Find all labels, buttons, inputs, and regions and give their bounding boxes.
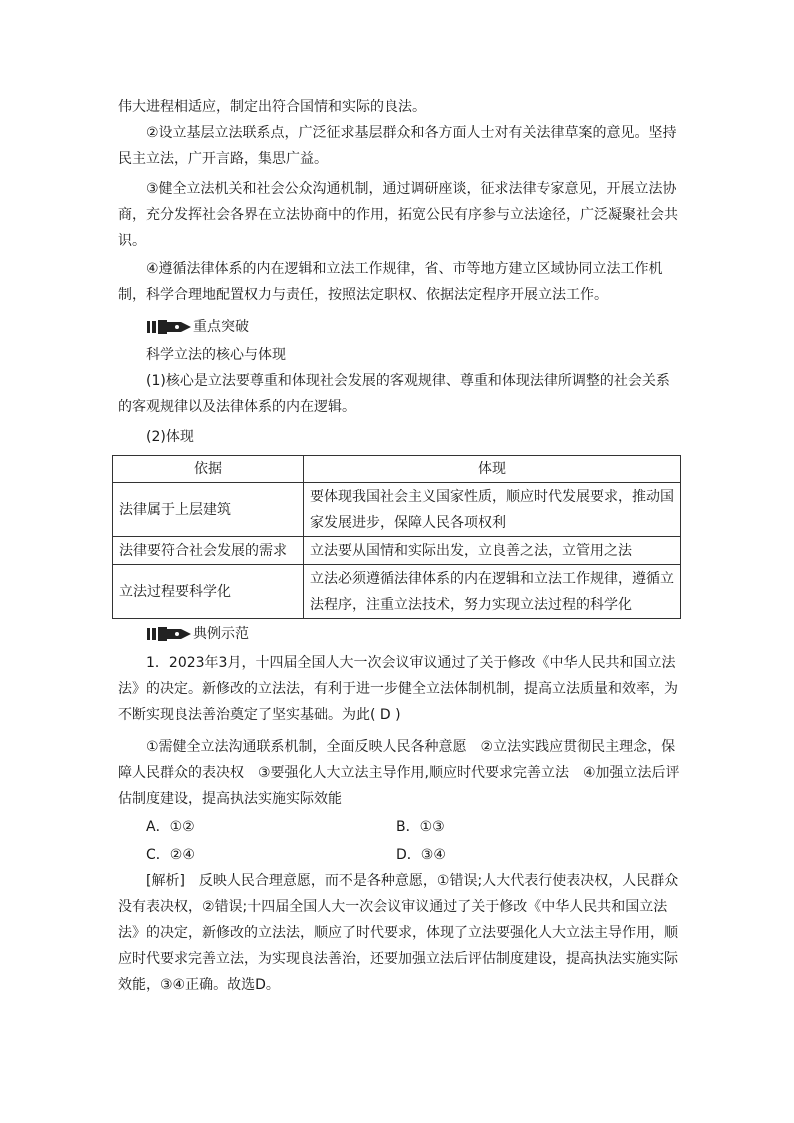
table-cell-basis: 立法过程要科学化 bbox=[113, 565, 304, 619]
paragraph-point-3: ③健全立法机关和社会公众沟通机制，通过调研座谈，征求法律专家意见，开展立法协商，充分发挥社会各界在立法协商中的作用，拓宽公民有序参与立法途径，广泛凝聚社会共识。 bbox=[118, 181, 678, 249]
table-cell-manifestation: 要体现我国社会主义国家性质，顺应时代发展要求，推动国家发展进步，保障人民各项权利 bbox=[304, 483, 681, 537]
section-title: 典例示范 bbox=[193, 626, 249, 642]
pen-nib-icon bbox=[147, 627, 193, 641]
section-title: 重点突破 bbox=[193, 319, 249, 335]
table-header-manifestation: 体现 bbox=[304, 456, 681, 483]
table-header-row bbox=[113, 456, 681, 483]
option-b: B．①③ bbox=[396, 819, 445, 835]
question-statements: ①需健全立法沟通联系机制，全面反映人民各种意愿 ②立法实践应贯彻民主理念，保障人民群众的表决权 ③要强化人大立法主导作用,顺应时代要求完善立法 ④加强立法后评估制度建设，提高执法实施实际效能 bbox=[118, 739, 680, 807]
question-stem: 1．2023年3月，十四届全国人大一次会议审议通过了关于修改《中华人民共和国立法法》的决定。新修改的立法法，有利于进一步健全立法体制机制，提高立法质量和效率，为不断实现良法善治奠定了坚实基础。为此( D ) bbox=[118, 655, 678, 723]
comparison-table bbox=[112, 455, 681, 619]
table-cell-manifestation: 立法要从国情和实际出发，立良善之法，立管用之法 bbox=[304, 537, 681, 565]
pen-nib-icon bbox=[147, 320, 193, 334]
core-statement: (1)核心是立法要尊重和体现社会发展的客观规律、尊重和体现法律所调整的社会关系的客观规律以及法律体系的内在逻辑。 bbox=[118, 373, 670, 415]
table-header-basis: 依据 bbox=[113, 456, 304, 483]
table-cell-basis: 法律要符合社会发展的需求 bbox=[113, 537, 304, 565]
manifestation-label: (2)体现 bbox=[146, 429, 194, 445]
answer-analysis: [解析] 反映人民合理意愿，而不是各种意愿，①错误;人大代表行使表决权，人民群众没有表决权，②错误;十四届全国人大一次会议审议通过了关于修改《中华人民共和国立法法》的决定，新修改的立法法，顺应了时代要求，体现了立法要强化人大立法主导作用，顺应时代要求完善立法，为实现良法善治，还要加强立法后评估制度建设，提高执法实施实际效能，③④正确。故选D。 bbox=[118, 873, 679, 993]
option-a: A．①② bbox=[146, 819, 195, 835]
section-heading-example bbox=[147, 624, 249, 644]
table-row bbox=[113, 483, 681, 537]
table-row bbox=[113, 537, 681, 565]
section-heading-key-points bbox=[147, 317, 249, 337]
paragraph-point-2: ②设立基层立法联系点，广泛征求基层群众和各方面人士对有关法律草案的意见。坚持民主立法，广开言路，集思广益。 bbox=[118, 125, 677, 167]
table-row bbox=[113, 565, 681, 619]
table-cell-manifestation: 立法必须遵循法律体系的内在逻辑和立法工作规律，遵循立法程序，注重立法技术，努力实现立法过程的科学化 bbox=[304, 565, 681, 619]
paragraph-point-4: ④遵循法律体系的内在逻辑和立法工作规律，省、市等地方建立区域协同立法工作机制，科学合理地配置权力与责任，按照法定职权、依据法定程序开展立法工作。 bbox=[118, 261, 663, 303]
table-cell-basis: 法律属于上层建筑 bbox=[113, 483, 304, 537]
option-c: C．②④ bbox=[146, 847, 195, 863]
option-d: D．③④ bbox=[396, 847, 446, 863]
section-subtitle: 科学立法的核心与体现 bbox=[146, 347, 286, 363]
paragraph-continuation: 伟大进程相适应，制定出符合国情和实际的良法。 bbox=[118, 99, 426, 115]
